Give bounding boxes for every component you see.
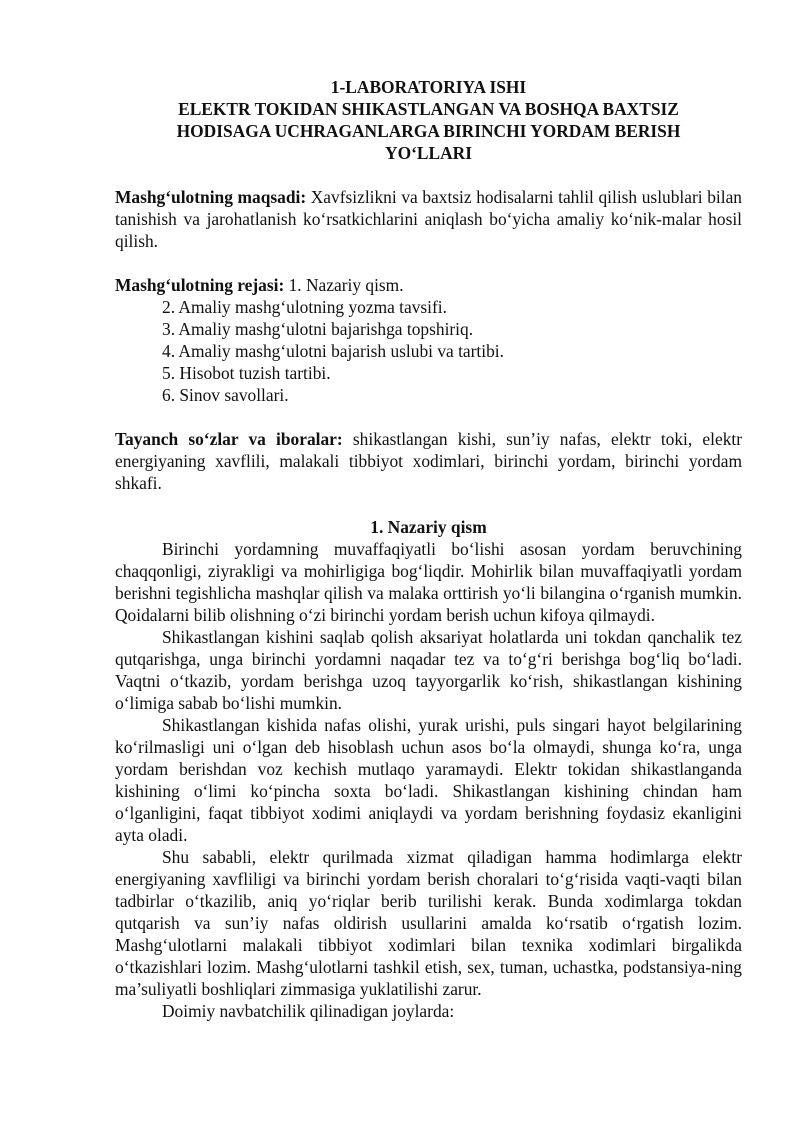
plan-item-1: 1. Nazariy qism. [284,275,404,295]
plan-item-3: 3. Amaliy mashg‘ulotni bajarishga topshiriq. [162,319,474,339]
plan-block [115,274,742,406]
title-line-3: HODISAGA UCHRAGANLARGA BIRINCHI YORDAM BERISH [176,121,681,141]
document-title [115,72,742,164]
keywords-label: Tayanch so‘zlar va iboralar: [115,429,343,449]
body-paragraph-2: Shikastlangan kishini saqlab qolish aksariyat holatlarda uni tokdan qanchalik tez qutqarishga, unga birinchi yordamni naqadar tez va to‘g‘ri berishga bog‘liq bo‘ladi. Vaqtni o‘tkazib, yordam berishga uzoq tayyorgarlik ko‘rish, shikastlangan kishining o‘limiga sabab bo‘lishi mumkin. [115,627,742,713]
spacer [115,252,742,274]
aim-paragraph [115,186,742,252]
plan-label: Mashg‘ulotning rejasi: [115,275,285,295]
plan-first-line [115,274,742,296]
body-paragraph-1: Birinchi yordamning muvaffaqiyatli bo‘lishi asosan yordam beruvchining chaqqonligi, ziyrakligi va mohirligiga bog‘liqdir. Mohirlik bilan muvaffaqiyatli yordam berishni tegishlicha mashqlar qilish va malaka orttirish yo‘li bilangina o‘rganish mumkin. Qoidalarni bilib olishning o‘zi birinchi yordam berish uchun kifoya qilmaydi. [115,539,742,625]
keywords-paragraph [115,428,742,494]
keywords-text: shikastlangan kishi, sun’iy nafas, elektr toki, elektr energiyaning xavflili, malakali tibbiyot xodimlari, birinchi yordam, birinchi yordam shkafi. [115,429,743,493]
section-heading: 1. Nazariy qism [370,517,487,537]
plan-item-5: 5. Hisobot tuzish tartibi. [162,363,331,383]
spacer [115,406,742,428]
aim-label: Mashg‘ulotning maqsadi: [115,187,307,207]
body-paragraph-3: Shikastlangan kishida nafas olishi, yurak urishi, puls singari hayot belgilarining ko‘rilmasligi uni o‘lgan deb hisoblash uchun asos bo‘la olmaydi, shunga ko‘ra, unga yordam berishdan voz kechish mutlaqo yaramaydi. Elektr tokidan shikastlanganda kishining o‘limi ko‘pincha soxta bo‘ladi. Shikastlangan kishining chindan ham o‘lganligini, faqat tibbiyot xodimi aniqlaydi va yordam berishning foydasiz ekanligini ayta oladi. [115,715,742,845]
plan-item-4: 4. Amaliy mashg‘ulotni bajarish uslubi va tartibi. [162,341,504,361]
document-page [115,72,742,1022]
body-paragraph-4: Shu sababli, elektr qurilmada xizmat qiladigan hamma hodimlarga elektr energiyaning xavfliligi va birinchi yordam berish choralari to‘g‘risida vaqti-vaqti bilan tadbirlar o‘tkazilib, aniq yo‘riqlar berib turilishi kerak. Bunda xodimlarga tokdan qutqarish va sun’iy nafas oldirish usullarini amalda ko‘rsatib o‘rgatish lozim. Mashg‘ulotlarni malakali tibbiyot xodimlari bilan texnika xodimlari birgalikda o‘tkazishlari lozim. Mashg‘ulotlarni tashkil etish, sex, tuman, uchastka, podstansiya-ning ma’suliyatli boshliqlari zimmasiga yuklatilishi zarur. [115,847,742,999]
spacer [115,494,742,516]
title-line-2: ELEKTR TOKIDAN SHIKASTLANGAN VA BOSHQA BAXTSIZ [178,99,679,119]
plan-item-2: 2. Amaliy mashg‘ulotning yozma tavsifi. [162,297,447,317]
spacer [115,164,742,186]
title-line-4: YO‘LLARI [385,143,472,163]
aim-text: Xavfsizlikni va baxtsiz hodisalarni tahlil qilish uslublari bilan tanishish va jarohatlanish ko‘rsatkichlarini aniqlash bo‘yicha amaliy ko‘nik-malar hosil qilish. [115,187,742,251]
plan-item-6: 6. Sinov savollari. [162,385,289,405]
body-paragraph-5: Doimiy navbatchilik qilinadigan joylarda: [162,1001,455,1021]
title-line-1: 1-LABORATORIYA ISHI [330,77,527,97]
